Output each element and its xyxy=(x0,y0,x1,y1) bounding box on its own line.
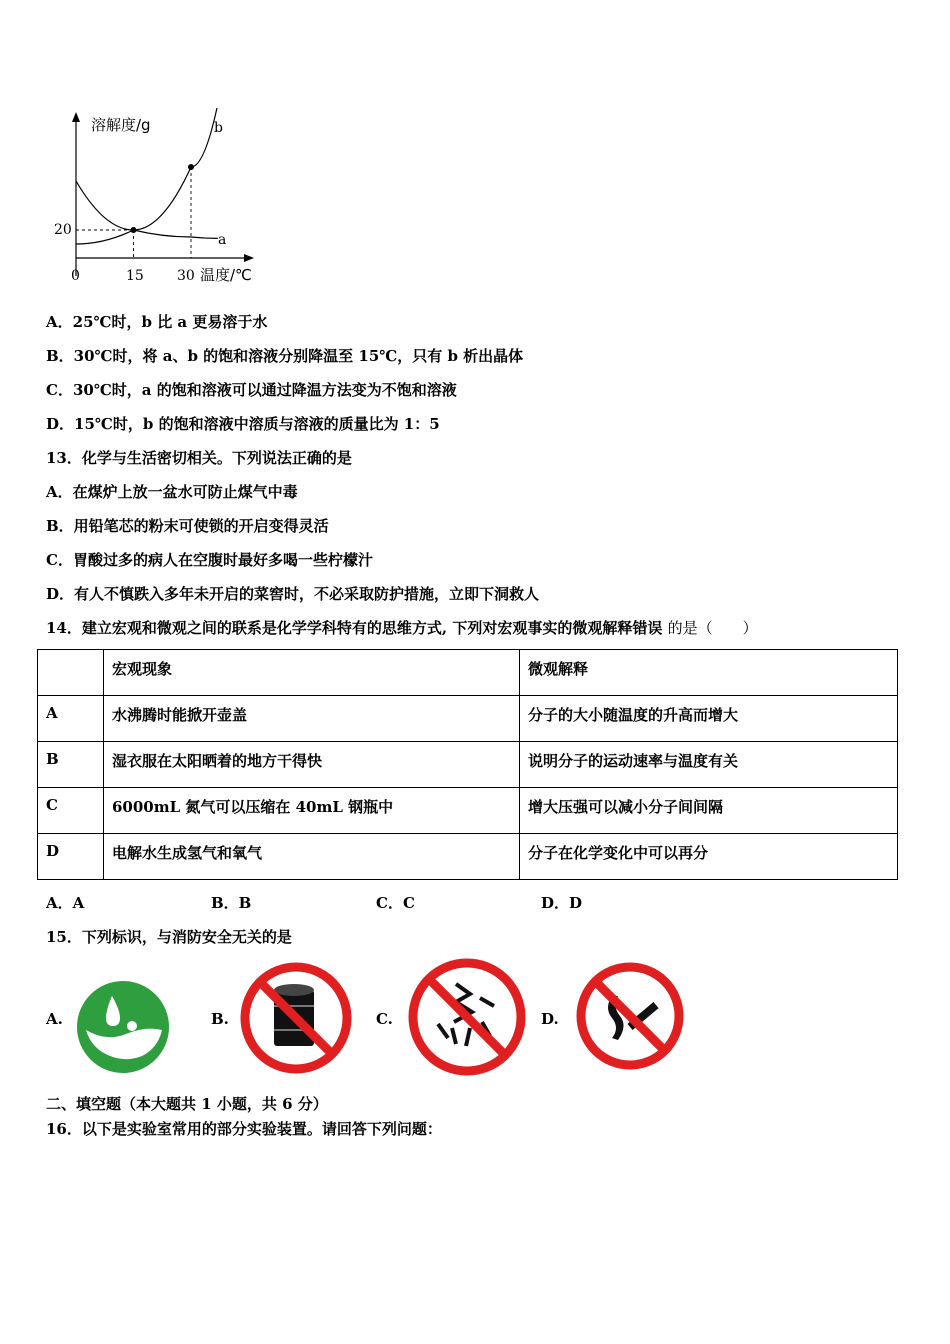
q13-option-c: C．胃酸过多的病人在空腹时最好多喝一些柠檬汁 xyxy=(46,551,373,569)
point-b-30 xyxy=(188,164,194,170)
table-header-cell: 微观解释 xyxy=(520,650,898,696)
table-row xyxy=(38,696,898,742)
q15-label-d: D. xyxy=(541,1010,559,1028)
table-cell: C xyxy=(38,788,104,834)
q14-stem-text: 14．建立宏观和微观之间的联系是化学学科特有的思维方式, 下列对宏观事实的微观解释错误 xyxy=(46,619,663,637)
section-2-heading: 二、填空题（本大题共 1 小题，共 6 分） xyxy=(46,1095,328,1113)
table-cell: 电解水生成氢气和氧气 xyxy=(104,834,520,880)
y-axis-label: 溶解度/g xyxy=(91,116,151,134)
curve-a-label: a xyxy=(218,232,227,248)
table-cell: B xyxy=(38,742,104,788)
q15-stem: 15．下列标识，与消防安全无关的是 xyxy=(46,928,292,946)
x-tick-30: 30 xyxy=(177,268,195,284)
q13-option-b: B．用铅笔芯的粉末可使锁的开启变得灵活 xyxy=(46,517,329,535)
table-row xyxy=(38,742,898,788)
curve-a xyxy=(76,181,218,238)
q14-stem-tail: 的是（ ） xyxy=(667,619,758,637)
chart-axes xyxy=(72,112,254,276)
table-cell: 说明分子的运动速率与温度有关 xyxy=(520,742,898,788)
q16-stem: 16．以下是实验室常用的部分实验装置。请回答下列问题： xyxy=(46,1120,442,1138)
table-cell: 6000mL 氮气可以压缩在 40mL 钢瓶中 xyxy=(104,788,520,834)
q15-label-c: C. xyxy=(376,1010,393,1028)
no-oil-drum-icon xyxy=(240,962,352,1074)
table-cell: D xyxy=(38,834,104,880)
table-cell: 分子在化学变化中可以再分 xyxy=(520,834,898,880)
water-saving-icon xyxy=(76,980,170,1074)
q12-option-b: B．30℃时，将 a、b 的饱和溶液分别降温至 15℃，只有 b 析出晶体 xyxy=(46,347,524,365)
table-header-cell: 宏观现象 xyxy=(104,650,520,696)
curve-b-label: b xyxy=(214,120,223,136)
q15-label-b: B. xyxy=(211,1010,229,1028)
table-cell: 水沸腾时能掀开壶盖 xyxy=(104,696,520,742)
table-cell: 增大压强可以减小分子间间隔 xyxy=(520,788,898,834)
q13-option-a: A．在煤炉上放一盆水可防止煤气中毒 xyxy=(46,483,298,501)
table-cell: 分子的大小随温度的升高而增大 xyxy=(520,696,898,742)
q12-option-c: C．30℃时，a 的饱和溶液可以通过降温方法变为不饱和溶液 xyxy=(46,381,457,399)
q14-option-d: D．D xyxy=(541,894,583,912)
q13-stem: 13．化学与生活密切相关。下列说法正确的是 xyxy=(46,449,352,467)
q14-stem xyxy=(46,617,758,638)
q12-option-a: A．25℃时，b 比 a 更易溶于水 xyxy=(46,313,268,331)
table-header-cell xyxy=(38,650,104,696)
x-tick-0: 0 xyxy=(71,268,80,284)
q14-table xyxy=(37,649,898,880)
q15-label-a: A. xyxy=(46,1010,63,1028)
q14-option-c: C．C xyxy=(376,894,415,912)
q14-option-a: A．A xyxy=(46,894,85,912)
table-header-row xyxy=(38,650,898,696)
q14-option-b: B．B xyxy=(211,894,252,912)
table-row xyxy=(38,788,898,834)
q13-option-d: D．有人不慎跌入多年未开启的菜窖时，不必采取防护措施，立即下洞救人 xyxy=(46,585,540,603)
table-cell: 湿衣服在太阳晒着的地方干得快 xyxy=(104,742,520,788)
q12-option-d: D．15℃时，b 的饱和溶液中溶质与溶液的质量比为 1：5 xyxy=(46,415,440,433)
x-tick-15: 15 xyxy=(126,268,144,284)
y-tick-20: 20 xyxy=(54,222,72,238)
table-cell: A xyxy=(38,696,104,742)
no-fireworks-icon xyxy=(408,958,526,1076)
no-smoking-icon xyxy=(576,962,684,1070)
solubility-chart xyxy=(50,108,270,288)
x-axis-label: 温度/℃ xyxy=(200,266,252,284)
intersection-point xyxy=(131,227,137,233)
table-row xyxy=(38,834,898,880)
